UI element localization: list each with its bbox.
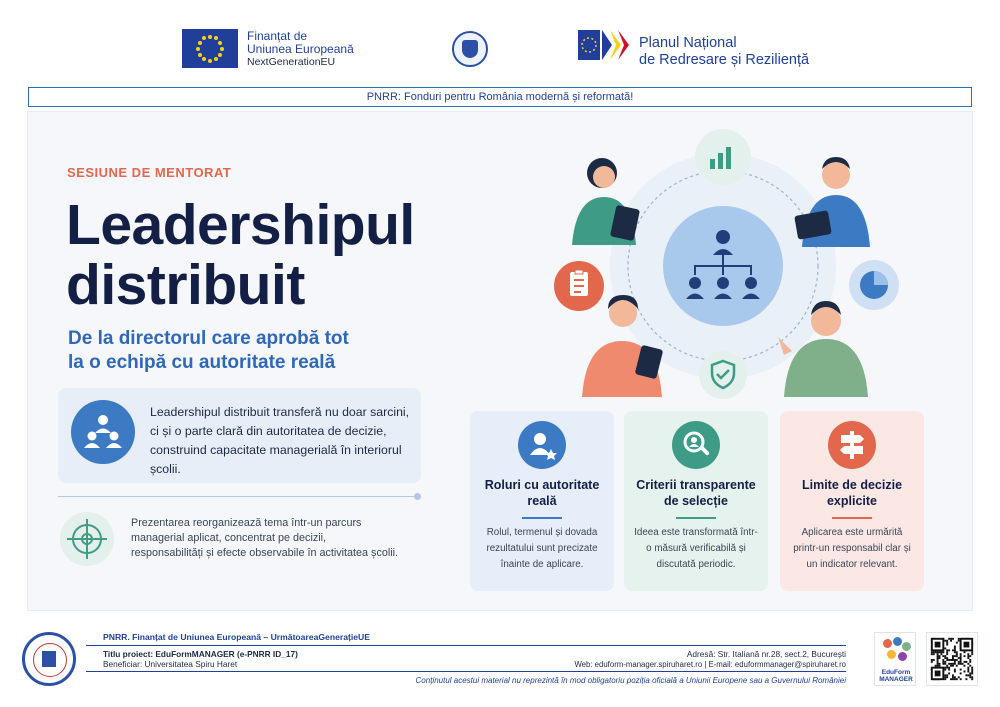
signpost-icon (828, 421, 876, 469)
card-text: Aplicarea este urmărită printr-un responsabil clar și un indicator relevant. (793, 527, 911, 570)
card-text: Rolul, termenul și dovada rezultatului sunt precizate înainte de aplicare. (486, 527, 598, 570)
footer-beneficiary: Beneficiar: Universitatea Spiru Haret (103, 659, 238, 669)
distributed-leadership-illustration (540, 125, 940, 405)
target-icon (60, 512, 114, 566)
footer-rule-bottom (86, 671, 846, 672)
page-subtitle (68, 327, 349, 375)
card-underline (832, 517, 872, 519)
pie-chart-icon (860, 271, 888, 299)
pnrr-plan-line1: Planul Național (639, 35, 737, 51)
eu-funding-line2: Uniunea Europeană (247, 42, 354, 56)
footer-disclaimer: Conținutul acestui material nu reprezintă în mod obligatoriu poziția oficială a Uniunii Europene sau a Guvernului României (415, 676, 846, 685)
card-title: Roluri cu autoritate reală (484, 478, 600, 508)
pnrr-plan-line2: de Redresare și Reziliență (639, 52, 810, 68)
card-criteria (624, 411, 768, 591)
eu-funding-line3: NextGenerationEU (247, 56, 336, 68)
title-line1: Leadershipul (66, 193, 415, 257)
subtitle-line1: De la directorul care aprobă tot (68, 328, 349, 349)
footer-project: Titlu proiect: EduFormMANAGER (e-PNRR ID_17) (103, 649, 298, 659)
eu-star-icon (202, 36, 206, 40)
subtitle-line2: la o echipă cu autoritate reală (68, 352, 336, 373)
footer-rule (86, 645, 846, 646)
qr-code-icon (926, 632, 978, 686)
person-top-left-illustration (572, 158, 640, 245)
eu-star-icon (198, 53, 202, 57)
footer-heading: PNRR. Finanțat de Uniunea Europeană – UrmătoareaGenerațieUE (103, 632, 370, 642)
logo-text (875, 669, 917, 683)
pnrr-logo-icon (578, 30, 633, 60)
eu-star-icon (198, 41, 202, 45)
note-text: Prezentarea reorganizează tema într-un parcurs managerial aplicat, concentrat pe decizii, responsabilități și efecte observabile în activitatea școlii. (131, 517, 399, 559)
eu-star-icon (208, 35, 212, 39)
romanian-government-seal-icon (452, 31, 488, 67)
title-line2: distribuit (66, 253, 305, 317)
eu-star-icon (218, 53, 222, 57)
session-eyebrow: SESIUNE DE MENTORAT (67, 165, 232, 180)
card-underline (522, 517, 562, 519)
eu-star-icon (218, 41, 222, 45)
eu-flag-icon (182, 29, 238, 68)
page-title (66, 195, 415, 315)
footer-address: Adresă: Str. Italiană nr.28, sect.2, București (686, 649, 846, 659)
clipboard-icon (570, 270, 588, 296)
card-text: Ideea este transformată într-o măsură verificabilă și discutată periodic. (634, 527, 758, 570)
eu-funding-label (247, 30, 354, 69)
team-icon (71, 400, 135, 464)
card-underline (676, 517, 716, 519)
card-title: Limite de decizie explicite (801, 478, 903, 508)
divider (58, 496, 418, 497)
eu-star-icon (214, 36, 218, 40)
card-title: Criterii transparente de selecție (636, 478, 756, 508)
eu-star-icon (208, 59, 212, 63)
pnrr-banner: PNRR: Fonduri pentru România modernă și reformată! (28, 87, 972, 107)
eu-funding-line1: Finanțat de (247, 29, 308, 43)
magnifier-icon (672, 421, 720, 469)
eu-star-icon (220, 47, 224, 51)
footer-web-email: Web: eduform-manager.spiruharet.ro | E-mail: eduformmanager@spiruharet.ro (574, 660, 846, 669)
pnrr-plan-label (639, 35, 809, 69)
eu-star-icon (196, 47, 200, 51)
eu-star-icon (202, 57, 206, 61)
info-card-text: Leadershipul distribuit transferă nu doar sarcini, ci și o parte clară din autoritatea de decizie, construind capacitate managerială în interiorul școlii. (150, 405, 410, 476)
divider-dot (414, 493, 421, 500)
card-roles (470, 411, 614, 591)
spiru-haret-seal-icon (22, 632, 76, 686)
logo-line1: EduForm (881, 669, 911, 676)
eu-star-icon (214, 57, 218, 61)
logo-line2: MANAGER (879, 676, 913, 683)
card-limits (780, 411, 924, 591)
user-star-icon (518, 421, 566, 469)
eduform-manager-logo (874, 632, 916, 686)
